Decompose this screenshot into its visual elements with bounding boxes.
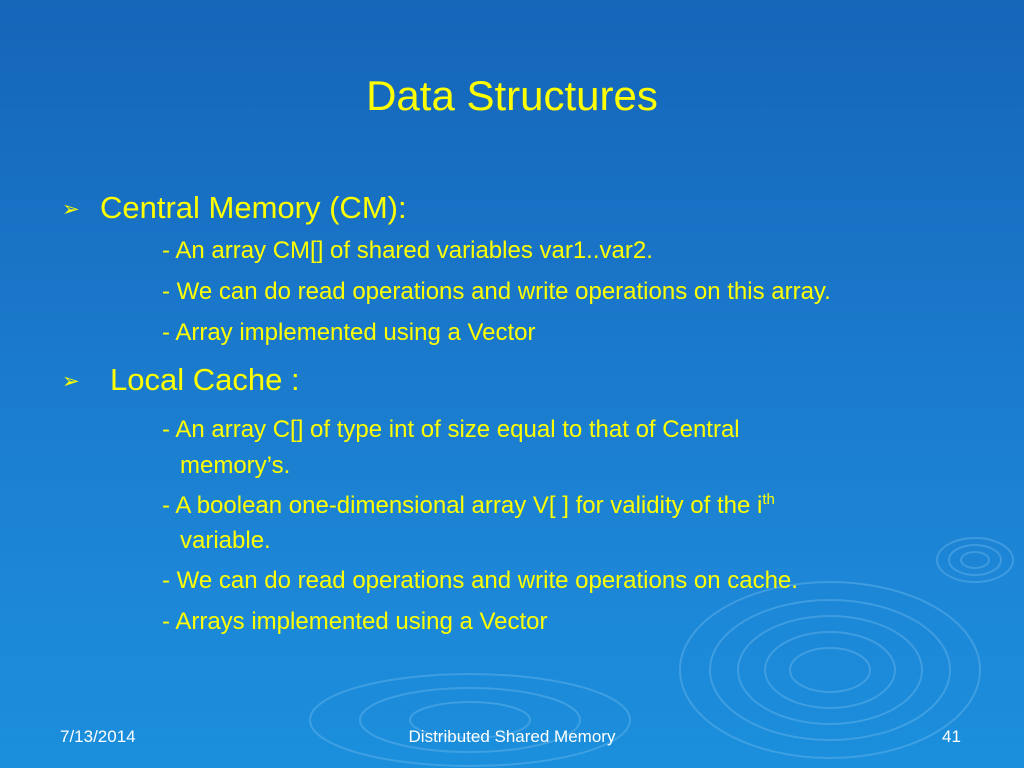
slide-title: Data Structures — [366, 72, 658, 119]
section-heading-local-cache: Local Cache : — [110, 362, 300, 397]
sub-item-continuation: variable. — [180, 527, 271, 554]
sub-item-text: - A boolean one-dimensional array V[ ] for validity of the i — [162, 492, 763, 519]
sub-item: - Arrays implemented using a Vector — [162, 608, 548, 635]
sub-item-continuation: memory’s. — [180, 452, 291, 479]
footer-date: 7/13/2014 — [60, 727, 136, 746]
superscript-th: th — [762, 491, 775, 508]
sub-item — [162, 489, 962, 523]
sub-item: - We can do read operations and write operations on this array. — [162, 278, 831, 305]
bullet-arrow-icon: ➢ — [62, 370, 80, 393]
sub-item: - We can do read operations and write operations on cache. — [162, 567, 798, 594]
sub-item: - An array CM[] of shared variables var1..var2. — [162, 237, 653, 264]
sub-item: - Array implemented using a Vector — [162, 319, 536, 346]
footer-title: Distributed Shared Memory — [408, 727, 616, 746]
bullet-arrow-icon: ➢ — [62, 198, 80, 221]
sub-item: - An array C[] of type int of size equal to that of Central — [162, 416, 740, 443]
section-heading-central-memory: Central Memory (CM): — [100, 190, 407, 225]
slide-number: 41 — [942, 727, 961, 746]
